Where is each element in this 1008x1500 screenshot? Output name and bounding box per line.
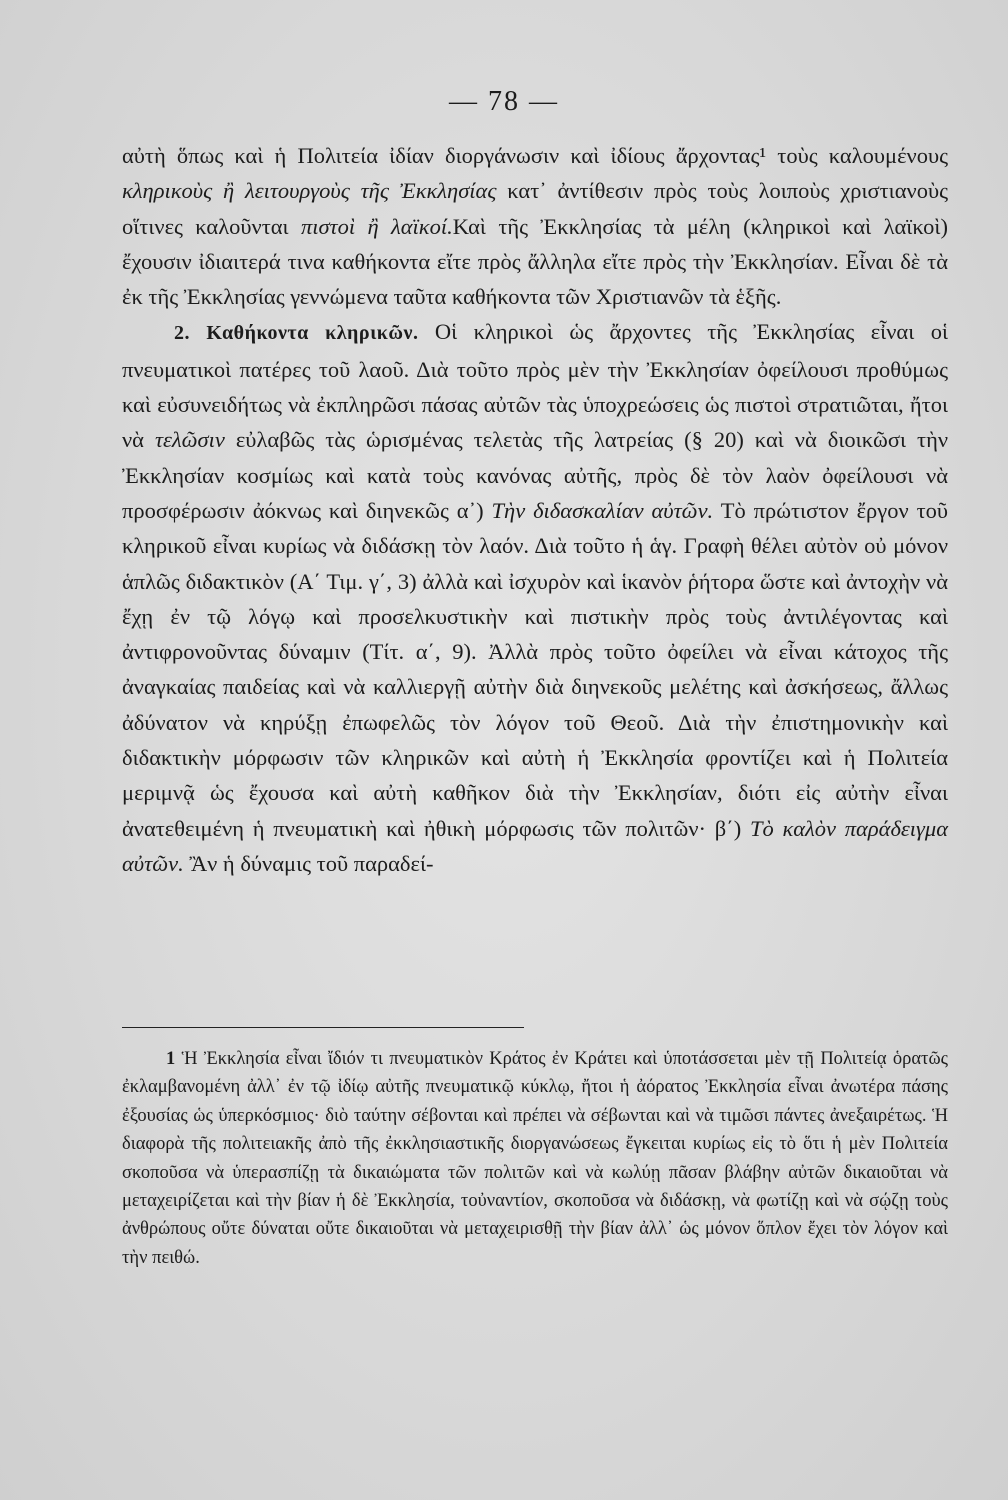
paragraph-2	[122, 314, 948, 881]
paragraph-1-text-c: Καὶ τῆς Ἐκκλησίας τὰ μέλη (κληρικοὶ καὶ λαϊκοὶ) ἔχουσιν ἰδιαιτερά τινα καθήκοντα εἴτε πρὸς ἄλληλα εἴτε πρὸς τὴν Ἐκκλησίαν. Εἶναι δὲ τὰ ἐκ τῆς Ἐκκλησίας γεννώμενα ταῦτα καθήκοντα τῶν Χριστιανῶν τὰ ἑξῆς.	[122, 213, 948, 310]
page-number: — 78 —	[449, 86, 559, 117]
paragraph-1-text-a: αὐτὴ ὅπως καὶ ἡ Πολιτεία ἰδίαν διοργάνωσιν καὶ ἰδίους ἄρχοντας¹ τοὺς καλουμένους	[122, 143, 948, 168]
paragraph-2-text-a: Οἱ κληρικοὶ ὡς ἄρχοντες τῆς Ἐκκλησίας εἶναι οἱ πνευματικοὶ πατέρες τοῦ λαοῦ. Διὰ τοῦτο πρὸς μὲν τὴν Ἐκκλησίαν ὀφείλουσι προθύμως καὶ εὐσυνειδήτως νὰ ἐκπληρῶσι πάσας αὐτῶν τὰς ὑποχρεώσεις ὡς πιστοὶ στρατιῶται, ἤτοι νὰ	[122, 319, 948, 453]
footnote-text: Ἡ Ἐκκλησία εἶναι ἴδιόν τι πνευματικὸν Κράτος ἐν Κράτει καὶ ὑποτάσσεται μὲν τῇ Πολιτείᾳ ὁρατῶς ἐκλαμβανομένη ἀλλ᾽ ἐν τῷ ἰδίῳ αὐτῆς πνευματικῷ κύκλῳ, ἤτοι ἡ ἀόρατος Ἐκκλησία εἶναι ἀνωτέρα πάσης ἐξουσίας ὡς ὑπερκόσμιος· διὸ ταύτην σέβονται καὶ πρέπει νὰ σέβωνται καὶ νὰ τιμῶσι πάντες ἀνεξαιρέτως. Ἡ διαφορὰ τῆς πολιτειακῆς ἀπὸ τῆς ἐκκλησιαστικῆς διοργανώσεως ἔγκειται κυρίως εἰς τὸ ὅτι ἡ μὲν Πολιτεία σκοποῦσα νὰ ὑπερασπίζῃ τὰ δικαιώματα τῶν πολιτῶν καὶ νὰ κωλύῃ πᾶσαν βλάβην αὐτῶν δικαιοῦται νὰ μεταχειρίζεται καὶ τὴν βίαν ἡ δὲ Ἐκκλησία, τοὐναντίον, σκοποῦσα νὰ διδάσκῃ, νὰ φωτίζῃ καὶ νὰ σῴζῃ τοὺς ἀνθρώπους οὔτε δύναται οὔτε δικαιοῦται νὰ μεταχειρισθῇ τὴν βίαν ἀλλ᾽ ὡς μόνον ὅπλον ἔχει τὸν λόγον καὶ τὴν πειθώ.	[122, 1049, 948, 1268]
paragraph-1-emphasis-1: κληρικοὺς ἢ λειτουργοὺς τῆς Ἐκκλησίας	[122, 178, 497, 204]
paragraph-2-text-d: Ἂν ἡ δύναμις τοῦ παραδεί-	[183, 850, 434, 876]
paragraph-2-emphasis-1: τελῶσιν	[154, 427, 225, 453]
paragraph-1	[122, 138, 948, 314]
paragraph-2-emphasis-2: Τὴν διδασκαλίαν αὐτῶν.	[491, 497, 714, 523]
paragraph-2-text-c: Τὸ πρώτιστον ἔργον τοῦ κληρικοῦ εἶναι κυρίως νὰ διδάσκῃ τὸν λαόν. Διὰ τοῦτο ἡ ἁγ. Γραφὴ θέλει αὐτὸν οὐ μόνον ἁπλῶς διδακτικὸν (Α΄ Τιμ. γ΄, 3) ἀλλὰ καὶ ἰσχυρὸν καὶ ἱκανὸν ῥήτορα ὥστε καὶ ἀντοχὴν νὰ ἔχῃ ἐν τῷ λόγῳ καὶ προσελκυστικὴν καὶ πιστικὴν πρὸς τοὺς ἀντιλέγοντας καὶ ἀντιφρονοῦντας δύναμιν (Τίτ. α΄, 9). Ἀλλὰ πρὸς τοῦτο ὀφείλει νὰ εἶναι κάτοχος τῆς ἀναγκαίας παιδείας καὶ νὰ καλλιεργῇ αὐτὴν διὰ διηνεκοῦς μελέτης καὶ ἀσκήσεως, ἄλλως ἀδύνατον νὰ κηρύξῃ ἐπωφελῶς τὸν λόγον τοῦ Θεοῦ. Διὰ τὴν ἐπιστημονικὴν καὶ διδακτικὴν μόρφωσιν τῶν κληρικῶν καὶ αὐτὴ ἡ Ἐκκλησία φροντίζει καὶ ἡ Πολιτεία μεριμνᾷ ὡς ἔχουσα καὶ αὐτὴ καθῆκον διὰ τὴν Ἐκκλησίαν, διότι εἰς αὐτὴν εἶναι ἀνατεθειμένη ἡ πνευματικὴ καὶ ἠθικὴ μόρφωσις τῶν πολιτῶν· β΄)	[122, 497, 949, 841]
main-text	[122, 138, 948, 881]
footnote-marker: 1	[166, 1049, 176, 1069]
footnote-separator	[122, 1027, 524, 1028]
footnote	[122, 1045, 948, 1272]
paragraph-2-text-b: εὐλαβῶς τὰς ὡρισμένας τελετὰς τῆς λατρείας (§ 20) καὶ νὰ διοικῶσι τὴν Ἐκκλησίαν κοσμίως καὶ κατὰ τοὺς κανόνας αὐτῆς, πρὸς δὲ τὸν λαὸν ὀφείλουσι νὰ προσφέρωσιν ἀόκνως καὶ διηνεκῶς α᾽)	[122, 427, 949, 523]
paragraph-1-emphasis-2: πιστοὶ ἢ λαϊκοί.	[300, 213, 453, 239]
section-heading: 2. Καθήκοντα κληρικῶν.	[174, 322, 419, 345]
paragraph-2-emphasis-3: Τὸ καλὸν παράδειγμα αὐτῶν.	[122, 815, 949, 876]
paragraph-1-text-b: κατ᾽ ἀντίθεσιν πρὸς τοὺς λοιποὺς χριστιανοὺς οἵτινες καλοῦνται	[122, 178, 948, 239]
